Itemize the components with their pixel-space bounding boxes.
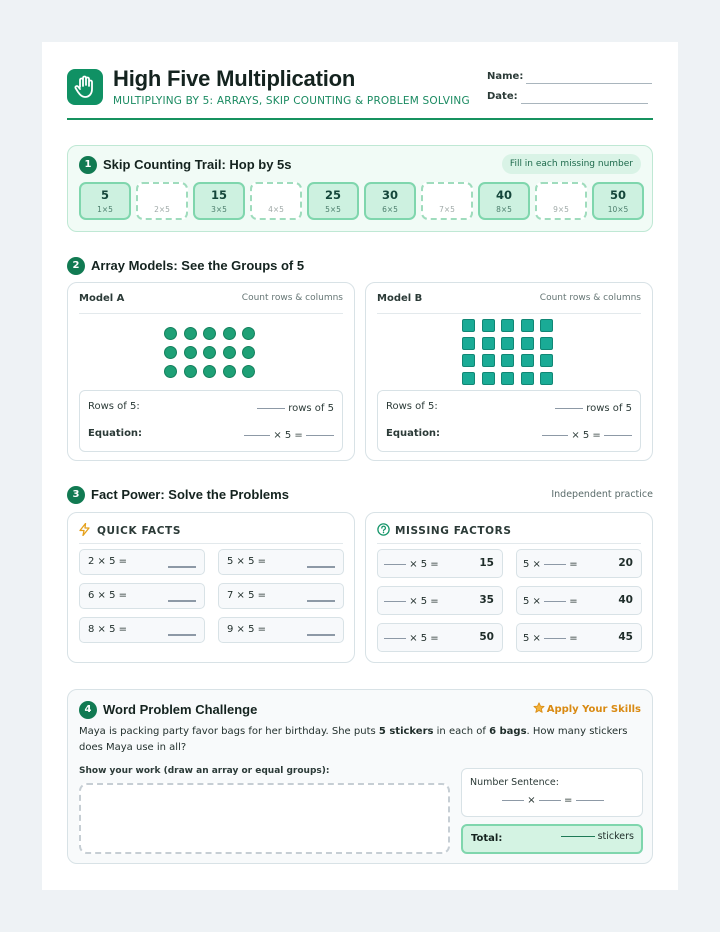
array-square (482, 337, 495, 350)
factor-equation (523, 633, 578, 644)
equation-blank-2[interactable] (604, 435, 632, 436)
fact-question: 8 × 5 = (88, 624, 128, 635)
cell-fact-label: 7×5 (439, 205, 455, 214)
sentence-blank-2[interactable] (539, 800, 561, 801)
number-sentence-box (461, 768, 643, 817)
fact-question: 2 × 5 = (88, 556, 128, 567)
model-note: Count rows & columns (241, 293, 343, 303)
total-blank[interactable] (561, 836, 595, 837)
missing-factor-item (516, 623, 642, 652)
equation-mid: × 5 = (273, 430, 303, 441)
equation-blank-1[interactable] (542, 435, 568, 436)
name-input-line[interactable] (526, 83, 652, 84)
skip-count-cell (592, 182, 644, 220)
array-square (540, 372, 553, 385)
fact-question: 7 × 5 = (227, 590, 267, 601)
section-title: Array Models: See the Groups of 5 (91, 258, 305, 273)
model-answer-box (79, 390, 343, 452)
quick-facts-heading (79, 523, 181, 539)
factor-product: 20 (618, 557, 633, 569)
apply-skills-label: Apply Your Skills (546, 704, 641, 715)
missing-factors-heading (377, 523, 512, 539)
rows-label: Rows of 5: (88, 401, 140, 412)
missing-factor-item (516, 586, 642, 615)
skip-counting-section (67, 145, 653, 232)
array-square (540, 337, 553, 350)
skip-count-blank-cell[interactable] (250, 182, 302, 220)
model-title: Model B (377, 293, 423, 304)
array-dot (203, 327, 216, 340)
factor-prefix: 5 × (523, 596, 541, 607)
factor-operator: × 5 = (409, 633, 439, 644)
array-dot (203, 365, 216, 378)
missing-factor-item (377, 623, 503, 652)
header-divider (67, 118, 653, 120)
rows-blank[interactable] (257, 408, 285, 409)
quick-fact-item (218, 549, 344, 575)
array-dot (203, 346, 216, 359)
array-square (521, 372, 534, 385)
problem-text: Maya is packing party favor bags for her birthday. She puts (79, 726, 379, 737)
array-square (521, 354, 534, 367)
total-box (461, 824, 643, 854)
missing-factor-item (377, 549, 503, 578)
sentence-blank-1[interactable] (502, 800, 524, 801)
page-title: High Five Multiplication (113, 66, 356, 91)
skip-count-cell (307, 182, 359, 220)
array-dot (184, 327, 197, 340)
show-work-label: Show your work (draw an array or equal groups): (79, 766, 330, 776)
factor-blank[interactable] (544, 638, 566, 639)
section-number: 2 (67, 257, 85, 275)
cell-fact-label: 4×5 (268, 205, 284, 214)
times-sign: × (527, 795, 536, 806)
array-square (462, 319, 475, 332)
quick-fact-item (218, 583, 344, 609)
word-problem-section (67, 689, 653, 864)
problem-emphasis: 5 stickers (378, 726, 434, 737)
date-input-line[interactable] (521, 103, 648, 104)
array-dot (184, 346, 197, 359)
name-field (487, 71, 523, 85)
divider (79, 313, 343, 314)
skip-count-blank-cell[interactable] (535, 182, 587, 220)
model-a-card (67, 282, 355, 461)
equation-label: Equation: (88, 428, 143, 439)
quick-fact-item (79, 617, 205, 643)
array-square (501, 354, 514, 367)
factor-equation (523, 559, 578, 570)
array-dot (223, 346, 236, 359)
rows-answer (257, 403, 334, 414)
quick-facts-card (67, 512, 355, 663)
section-note: Independent practice (551, 489, 653, 500)
fact-answer-blank[interactable] (307, 566, 335, 568)
fact-answer-blank[interactable] (307, 600, 335, 602)
factor-blank[interactable] (384, 638, 406, 639)
array-square (482, 354, 495, 367)
fact-answer-blank[interactable] (168, 634, 196, 636)
fact-answer-blank[interactable] (168, 600, 196, 602)
missing-factor-item (516, 549, 642, 578)
rows-suffix: rows of 5 (586, 403, 632, 414)
factor-prefix: 5 × (523, 559, 541, 570)
quick-fact-item (218, 617, 344, 643)
lightning-icon (79, 523, 93, 539)
section-number: 4 (79, 701, 97, 719)
worksheet-page (42, 42, 678, 890)
date-field (487, 91, 518, 105)
factor-equation (384, 559, 439, 570)
total-label: Total: (471, 833, 503, 844)
question-circle-icon (377, 523, 391, 539)
cell-fact-label: 10×5 (607, 205, 629, 214)
array-dot (184, 365, 197, 378)
equation-label: Equation: (386, 428, 441, 439)
factor-operator: × 5 = (409, 596, 439, 607)
quick-facts-title: QUICK FACTS (97, 525, 181, 537)
array-dot (223, 327, 236, 340)
logo (67, 69, 103, 105)
fact-question: 6 × 5 = (88, 590, 128, 601)
rows-answer (555, 403, 632, 414)
factor-equation (384, 596, 439, 607)
total-answer (561, 831, 634, 842)
factor-blank[interactable] (544, 564, 566, 565)
hand-icon (73, 74, 97, 100)
problem-text: . How many stickers does Maya use in all? (79, 726, 628, 753)
factor-blank[interactable] (544, 601, 566, 602)
equation-mid: × 5 = (571, 430, 601, 441)
equation-answer (244, 430, 334, 441)
show-work-area[interactable] (79, 783, 450, 854)
date-label: Date: (487, 91, 518, 102)
divider (377, 543, 641, 544)
array-square (501, 337, 514, 350)
factor-operator: × 5 = (409, 559, 439, 570)
fact-answer-blank[interactable] (168, 566, 196, 568)
rows-suffix: rows of 5 (288, 403, 334, 414)
cell-fact-label: 3×5 (211, 205, 227, 214)
array-dot (164, 327, 177, 340)
equals-sign: = (563, 795, 573, 806)
cell-fact-label: 8×5 (496, 205, 512, 214)
skip-count-blank-cell[interactable] (136, 182, 188, 220)
missing-factor-item (377, 586, 503, 615)
array-dot (223, 365, 236, 378)
array-dot (164, 346, 177, 359)
model-b-card (365, 282, 653, 461)
cell-fact-label: 6×5 (382, 205, 398, 214)
array-square (462, 337, 475, 350)
cell-fact-label: 1×5 (97, 205, 113, 214)
model-note: Count rows & columns (539, 293, 641, 303)
total-unit: stickers (597, 831, 634, 842)
number-sentence-label: Number Sentence: (470, 777, 559, 788)
factor-product: 50 (479, 631, 494, 643)
array-square (501, 372, 514, 385)
array-square (462, 354, 475, 367)
instruction-pill: Fill in each missing number (502, 154, 641, 174)
section-title: Word Problem Challenge (103, 702, 258, 717)
cell-value: 30 (381, 188, 398, 202)
cell-value: 5 (100, 188, 109, 202)
array-square (501, 319, 514, 332)
array-square (482, 319, 495, 332)
section-title: Fact Power: Solve the Problems (91, 487, 289, 502)
quick-fact-item (79, 549, 205, 575)
array-square (482, 372, 495, 385)
array-dot (242, 346, 255, 359)
cell-value: 50 (609, 188, 626, 202)
page-subtitle: MULTIPLYING BY 5: ARRAYS, SKIP COUNTING & PROBLEM SOLVING (113, 95, 470, 107)
skip-count-cell (79, 182, 131, 220)
factor-product: 45 (618, 631, 633, 643)
fact-answer-blank[interactable] (307, 634, 335, 636)
missing-factors-card (365, 512, 653, 663)
factor-blank[interactable] (384, 564, 406, 565)
factor-equation (523, 596, 578, 607)
divider (79, 543, 343, 544)
word-problem-text (79, 724, 629, 756)
factor-equation (384, 633, 439, 644)
name-label: Name: (487, 71, 524, 82)
cell-fact-label: 9×5 (553, 205, 569, 214)
factor-prefix: 5 × (523, 633, 541, 644)
array-square (521, 319, 534, 332)
array-square (540, 319, 553, 332)
factor-product: 40 (618, 594, 633, 606)
rows-label: Rows of 5: (386, 401, 438, 412)
factor-operator: = (569, 633, 578, 644)
section-number: 1 (79, 156, 97, 174)
star-icon (533, 702, 545, 717)
array-square (521, 337, 534, 350)
quick-fact-item (79, 583, 205, 609)
equation-answer (542, 430, 632, 441)
equation-blank-1[interactable] (244, 435, 270, 436)
sentence-blank-3[interactable] (576, 800, 604, 801)
cell-value: 40 (495, 188, 512, 202)
skip-count-cell (478, 182, 530, 220)
factor-product: 35 (479, 594, 494, 606)
cell-value: 15 (210, 188, 227, 202)
skip-count-blank-cell[interactable] (421, 182, 473, 220)
problem-emphasis: 6 bags (489, 726, 527, 737)
skip-count-cell (193, 182, 245, 220)
array-dot (164, 365, 177, 378)
fact-question: 5 × 5 = (227, 556, 267, 567)
array-square (540, 354, 553, 367)
divider (377, 313, 641, 314)
number-sentence-blanks (502, 795, 604, 806)
factor-operator: = (569, 596, 578, 607)
array-dot (242, 365, 255, 378)
problem-text: in each of (433, 726, 490, 737)
factor-operator: = (569, 559, 578, 570)
model-answer-box (377, 390, 641, 452)
rows-blank[interactable] (555, 408, 583, 409)
section-number: 3 (67, 486, 85, 504)
factor-blank[interactable] (384, 601, 406, 602)
cell-fact-label: 2×5 (154, 205, 170, 214)
array-dot (242, 327, 255, 340)
array-square (462, 372, 475, 385)
missing-factors-title: MISSING FACTORS (395, 525, 512, 537)
equation-blank-2[interactable] (306, 435, 334, 436)
section-title: Skip Counting Trail: Hop by 5s (103, 157, 292, 172)
cell-value: 25 (324, 188, 341, 202)
factor-product: 15 (479, 557, 494, 569)
fact-question: 9 × 5 = (227, 624, 267, 635)
cell-fact-label: 5×5 (325, 205, 341, 214)
model-title: Model A (79, 293, 125, 304)
skip-count-cell (364, 182, 416, 220)
apply-skills-badge (533, 702, 641, 717)
